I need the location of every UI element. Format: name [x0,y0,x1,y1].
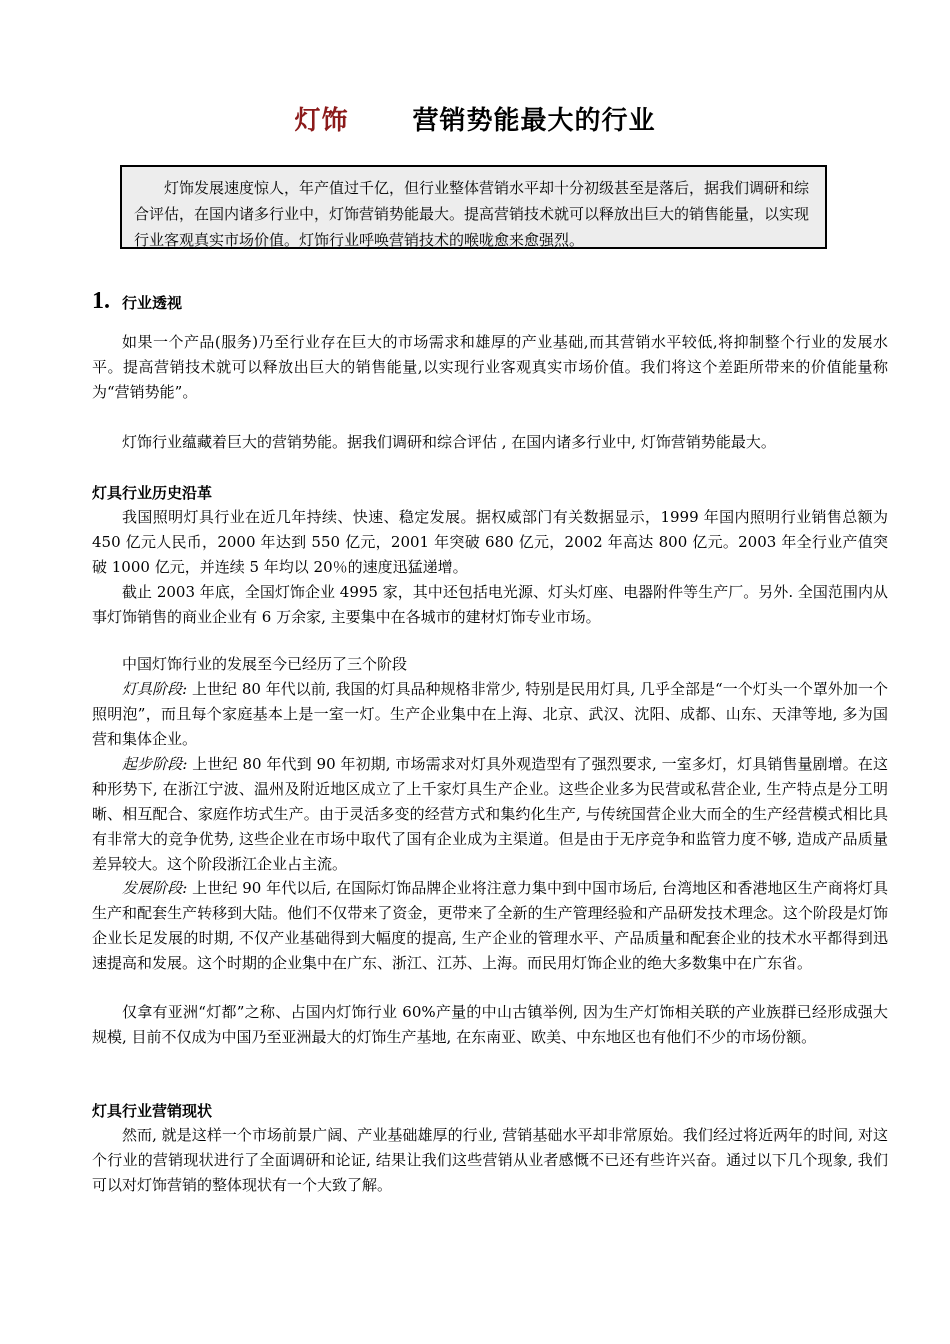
history-paragraph-2: 截止 2003 年底，全国灯饰企业 4995 家，其中还包括电光源、灯头灯座、电器附件等生产厂。另外. 全国范围内从事灯饰销售的商业企业有 6 万余家, 主要集中在各城市的建材灯饰专业市场。 [92,583,888,626]
section-title: 行业透视 [122,294,183,312]
stage-3-paragraph [92,876,888,976]
page-title [0,100,950,137]
section-1-paragraph-1: 如果一个产品(服务)乃至行业存在巨大的市场需求和雄厚的产业基础,而其营销水平较低,将抑制整个行业的发展水平。提高营销技术就可以释放出巨大的销售能量,以实现行业客观真实市场价值。我们将这个差距所带来的价值能量称为“营销势能”。 [92,333,888,401]
stage-1-label: 灯具阶段: [122,680,188,698]
stage-2-text: 上世纪 80 年代到 90 年初期, 市场需求对灯具外观造型有了强烈要求, 一室多灯，灯具销售量剧增。在这种形势下, 在浙江宁波、温州及附近地区成立了上千家灯具生产企业。这些企业多为民营或私营企业, 生产特点是分工明晰、相互配合、家庭作坊式生产。由于灵活多变的经营方式和集约化生产, 与传统国营企业大而全的生产经营模式相比具有非常大的竞争优势, 这些企业在市场中取代了国有企业成为主渠道。但是由于无序竞争和监管力度不够, 造成产品质量差异较大。这个阶段浙江企业占主流。 [92,755,888,873]
history-paragraph-4: 仅拿有亚洲“灯都”之称、占国内灯饰行业 60%产量的中山古镇举例, 因为生产灯饰相关联的产业族群已经形成强大规模, 目前不仅成为中国乃至亚洲最大的灯饰生产基地, 在东南亚、欧美、中东地区也有他们不少的市场份额。 [92,1003,888,1046]
stage-1-text: 上世纪 80 年代以前, 我国的灯具品种规格非常少, 特别是民用灯具, 几乎全部是“一个灯头一个罩外加一个照明泡”，而且每个家庭基本上是一室一灯。生产企业集中在上海、北京、武汉、沈阳、成都、山东、天津等地, 多为国营和集体企业。 [92,680,888,748]
stage-2-label: 起步阶段: [122,755,188,773]
status-heading: 灯具行业营销现状 [92,1102,213,1120]
summary-box [120,165,827,249]
section-number: 1. [92,288,110,314]
stage-2-paragraph [92,752,888,877]
stage-1-paragraph [92,677,888,752]
section-1-paragraph-2: 灯饰行业蕴藏着巨大的营销势能。据我们调研和综合评估 , 在国内诸多行业中, 灯饰营销势能最大。 [122,433,776,451]
history-stages-intro: 中国灯饰行业的发展至今已经历了三个阶段 [122,655,408,673]
title-part-1: 灯饰 [294,106,349,136]
status-paragraph-1: 然而, 就是这样一个市场前景广阔、产业基础雄厚的行业, 营销基础水平却非常原始。我们经过将近两年的时间, 对这个行业的营销现状进行了全面调研和论证, 结果让我们这些营销从业者感慨不已还有些许兴奋。通过以下几个现象, 我们可以对灯饰营销的整体现状有一个大致了解。 [92,1126,888,1194]
summary-text: 灯饰发展速度惊人，年产值过千亿，但行业整体营销水平却十分初级甚至是落后，据我们调研和综合评估，在国内诸多行业中，灯饰营销势能最大。提高营销技术就可以释放出巨大的销售能量，以实现行业客观真实市场价值。灯饰行业呼唤营销技术的喉咙愈来愈强烈。 [134,179,810,249]
history-paragraph-1: 我国照明灯具行业在近几年持续、快速、稳定发展。据权威部门有关数据显示，1999 年国内照明行业销售总额为 450 亿元人民币，2000 年达到 550 亿元，2001 年突破 680 亿元，2002 年高达 800 亿元。2003 年全行业产值突破 1000 亿元，并连续 5 年均以 20％的速度迅猛递增。 [92,508,888,576]
history-heading: 灯具行业历史沿革 [92,484,213,502]
stage-3-label: 发展阶段: [122,879,188,897]
section-1-heading [92,288,182,315]
title-part-2: 营销势能最大的行业 [412,106,656,136]
stage-3-text: 上世纪 90 年代以后, 在国际灯饰品牌企业将注意力集中到中国市场后, 台湾地区和香港地区生产商将灯具生产和配套生产转移到大陆。他们不仅带来了资金，更带来了全新的生产管理经验和产品研发技术理念。这个阶段是灯饰企业长足发展的时期, 不仅产业基础得到大幅度的提高, 生产企业的管理水平、产品质量和配套企业的技术水平都得到迅速提高和发展。这个时期的企业集中在广东、浙江、江苏、上海。而民用灯饰企业的绝大多数集中在广东省。 [92,879,888,972]
